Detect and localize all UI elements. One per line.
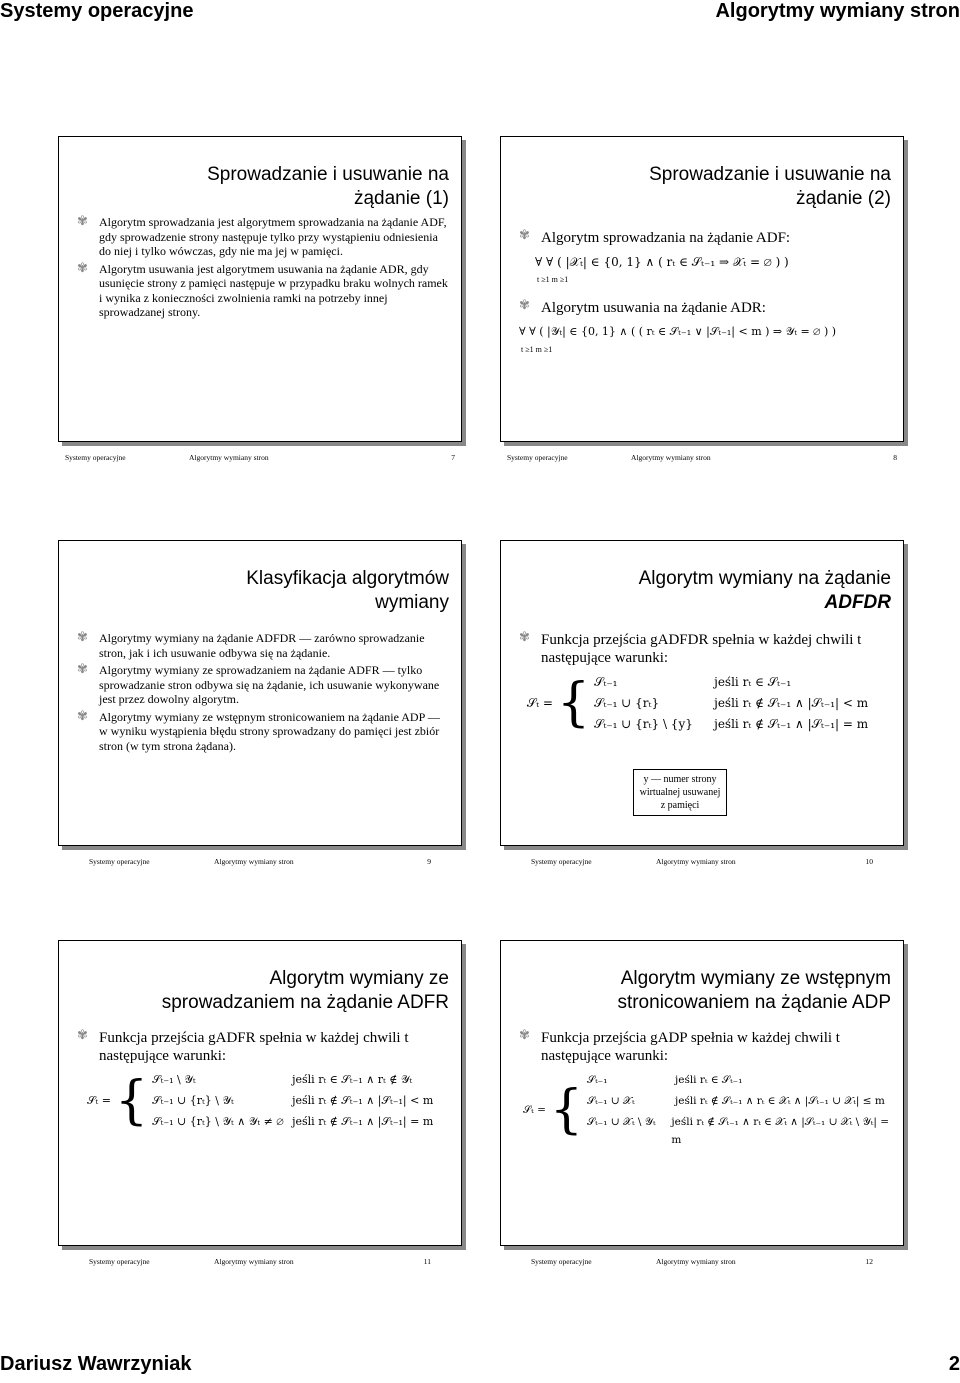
slide-title: [79, 163, 449, 211]
bullet-icon: ✾: [77, 630, 88, 645]
list-item: ✾ Algorytm sprowadzania jest algorytmem sprowadzania na żądanie ADF, gdy sprowadzenie strony następuje tylko przy wystąpieniu odniesienia do niej i tylko wówczas, gdy nie ma jej w pamięci.: [77, 214, 447, 258]
slide-title-line2: sprowadzaniem na żądanie ADFR: [161, 992, 449, 1013]
slide-title: [521, 967, 891, 1015]
slide-footer: Systemy operacyjne Algorytmy wymiany stron 11: [89, 1257, 431, 1266]
case-row: 𝒮ₜ₋₁ ∪ {rₜ} jeśli rₜ ∉ 𝒮ₜ₋₁ ∧ |𝒮ₜ₋₁| < m: [594, 696, 869, 710]
slide-9: [58, 540, 462, 866]
slide-body: [519, 229, 893, 359]
slide-12: [500, 940, 904, 1266]
slide-footer: Systemy operacyjne Algorytmy wymiany stron 10: [531, 857, 873, 866]
formula-adr-subscript: t ≥1 m ≥1: [521, 345, 553, 354]
slide-footer: Systemy operacyjne Algorytmy wymiany stron 12: [531, 1257, 873, 1266]
slide-title: [79, 967, 449, 1015]
list-item: ✾ Algorytm sprowadzania na żądanie ADF:: [519, 228, 791, 246]
page-number: 2: [948, 1353, 960, 1375]
bullet-icon: ✾: [519, 228, 530, 243]
page-footer-author: Dariusz Wawrzyniak: [0, 1353, 192, 1375]
slide-body: [519, 631, 893, 733]
slide-title-line2: żądanie (1): [353, 188, 449, 209]
bullet-icon: ✾: [519, 298, 530, 313]
list-item: ✾ Algorytm usuwania na żądanie ADR:: [519, 298, 766, 316]
slide-footer: Systemy operacyjne Algorytmy wymiany stron 9: [89, 857, 431, 866]
case-row: 𝒮ₜ₋₁ jeśli rₜ ∈ 𝒮ₜ₋₁: [586, 1074, 743, 1086]
page-header-left: Systemy operacyjne: [0, 0, 194, 22]
slide-body: [77, 1029, 451, 1131]
formula-adf: ∀ ∀ ( |𝒳ₜ| ∈ {0, 1} ∧ ( rₜ ∈ 𝒮ₜ₋₁ ⇒ 𝒳ₜ = ∅ ) ): [535, 255, 789, 269]
bullet-icon: ✾: [77, 1028, 88, 1043]
slide-title-line2: ADFDR: [824, 592, 891, 613]
case-row: 𝒮ₜ₋₁ \ 𝒴ₜ jeśli rₜ ∈ 𝒮ₜ₋₁ ∧ rₜ ∉ 𝒴ₜ: [152, 1073, 413, 1086]
page-header-right: Algorytmy wymiany stron: [715, 0, 960, 22]
bullet-icon: ✾: [519, 630, 530, 645]
slide-title: [521, 163, 891, 211]
bullet-icon: ✾: [77, 214, 88, 229]
slide-title: [521, 567, 891, 615]
callout-note: y — numer strony wirtualnej usuwanej z pamięci: [633, 769, 727, 816]
slide-footer: Systemy operacyjne Algorytmy wymiany stron 8: [507, 453, 897, 462]
bullet-icon: ✾: [77, 260, 88, 276]
slide-8: [500, 136, 904, 462]
slide-title-line2: stronicowaniem na żądanie ADP: [617, 992, 891, 1013]
bullet-icon: ✾: [77, 708, 88, 724]
slide-title-line1: Algorytm wymiany na żądanie: [638, 568, 891, 589]
case-row: 𝒮ₜ₋₁ ∪ 𝒳ₜ jeśli rₜ ∉ 𝒮ₜ₋₁ ∧ rₜ ∈ 𝒳ₜ ∧ |𝒮ₜ₋₁ ∪ 𝒳ₜ| ≤ m: [586, 1095, 885, 1107]
list-item: ✾ Algorytmy wymiany na żądanie ADFDR — zarówno sprowadzanie stron, jak i ich usuwanie odbywa się na żądanie.: [77, 630, 425, 660]
list-item: ✾ Funkcja przejścia gADP spełnia w każdej chwili t następujące warunki:: [519, 1028, 840, 1064]
slide-title-line1: Sprowadzanie i usuwanie na: [207, 164, 449, 185]
formula-adr: ∀ ∀ ( |𝒴ₜ| ∈ {0, 1} ∧ ( ( rₜ ∈ 𝒮ₜ₋₁ ∨ |𝒮ₜ₋₁| < m ) ⇒ 𝒴ₜ = ∅ ) ): [519, 325, 837, 338]
list-item: ✾ Algorytmy wymiany ze sprowadzaniem na żądanie ADFR — tylko sprowadzanie stron odbywa się na żądanie, ich usuwanie wykonywane jest przez dowolny algorytm.: [77, 662, 440, 706]
slide-10: [500, 540, 904, 866]
slide-11: [58, 940, 462, 1266]
slide-footer: Systemy operacyjne Algorytmy wymiany stron 7: [65, 453, 455, 462]
bullet-icon: ✾: [77, 662, 88, 677]
case-row: 𝒮ₜ₋₁ ∪ {rₜ} \ {y} jeśli rₜ ∉ 𝒮ₜ₋₁ ∧ |𝒮ₜ₋₁| = m: [594, 717, 869, 731]
slide-title-line1: Algorytm wymiany ze wstępnym: [620, 968, 891, 989]
slide-title-line2: wymiany: [375, 592, 449, 613]
list-item: ✾ Funkcja przejścia gADFR spełnia w każdej chwili t następujące warunki:: [77, 1028, 409, 1064]
piecewise-definition: 𝒮ₜ = { 𝒮ₜ₋₁ jeśli rₜ ∈ 𝒮ₜ₋₁ 𝒮ₜ₋₁ ∪ 𝒳ₜ jeśli rₜ ∉ 𝒮ₜ₋₁ ∧ rₜ ∈ 𝒳ₜ ∧ |𝒮ₜ₋₁ ∪ 𝒳ₜ| ≤ m 𝒮ₜ₋₁ ∪ 𝒳ₜ \ 𝒴ₜ jeśli rₜ ∉ 𝒮ₜ₋₁ ∧ rₜ ∈ 𝒳ₜ ∧ |𝒮ₜ₋₁ ∪ 𝒳ₜ \ 𝒴ₜ| = m: [519, 1071, 893, 1149]
slide-7: [58, 136, 462, 462]
formula-adf-subscript: t ≥1 m ≥1: [537, 275, 569, 284]
slide-title-line2: żądanie (2): [795, 188, 891, 209]
slide-body: [77, 215, 451, 323]
list-item: ✾ Funkcja przejścia gADFDR spełnia w każdej chwili t następujące warunki:: [519, 630, 862, 666]
slide-body: [77, 631, 451, 756]
case-row: 𝒮ₜ₋₁ ∪ {rₜ} \ 𝒴ₜ ∧ 𝒴ₜ ≠ ∅ jeśli rₜ ∉ 𝒮ₜ₋₁ ∧ |𝒮ₜ₋₁| = m: [152, 1115, 434, 1128]
slide-title-line1: Sprowadzanie i usuwanie na: [649, 164, 891, 185]
list-item: ✾ Algorytm usuwania jest algorytmem usuwania na żądanie ADR, gdy usunięcie strony z pamięci następuje w przypadku braku wolnych ramek i wynika z konieczności zwolnienia ramki na potrzeby innej sprowadzanej strony.: [77, 260, 448, 319]
case-row: 𝒮ₜ₋₁ jeśli rₜ ∈ 𝒮ₜ₋₁: [594, 675, 792, 689]
slide-title: [79, 567, 449, 615]
slide-title-line1: Klasyfikacja algorytmów: [246, 568, 449, 589]
case-row: 𝒮ₜ₋₁ ∪ 𝒳ₜ \ 𝒴ₜ jeśli rₜ ∉ 𝒮ₜ₋₁ ∧ rₜ ∈ 𝒳ₜ ∧ |𝒮ₜ₋₁ ∪ 𝒳ₜ \ 𝒴ₜ| = m: [586, 1116, 890, 1146]
bullet-icon: ✾: [519, 1028, 530, 1043]
slide-body: [519, 1029, 893, 1149]
list-item: ✾ Algorytmy wymiany ze wstępnym stronicowaniem na żądanie ADP — w wyniku wystąpienia błędu strony sprowadzany do pamięci jest zbiór stron (w tym strona żądana).: [77, 708, 440, 753]
piecewise-definition: 𝒮ₜ = { 𝒮ₜ₋₁ \ 𝒴ₜ jeśli rₜ ∈ 𝒮ₜ₋₁ ∧ rₜ ∉ 𝒴ₜ 𝒮ₜ₋₁ ∪ {rₜ} \ 𝒴ₜ jeśli rₜ ∉ 𝒮ₜ₋₁ ∧ |𝒮ₜ₋₁| < m 𝒮ₜ₋₁ ∪ {rₜ} \ 𝒴ₜ ∧ 𝒴ₜ ≠ ∅ jeśli rₜ ∉ 𝒮ₜ₋₁ ∧ |𝒮ₜ₋₁| = m: [87, 1071, 434, 1131]
case-row: 𝒮ₜ₋₁ ∪ {rₜ} \ 𝒴ₜ jeśli rₜ ∉ 𝒮ₜ₋₁ ∧ |𝒮ₜ₋₁| < m: [152, 1094, 434, 1107]
piecewise-definition: 𝒮ₜ = { 𝒮ₜ₋₁ jeśli rₜ ∈ 𝒮ₜ₋₁ 𝒮ₜ₋₁ ∪ {rₜ} jeśli rₜ ∉ 𝒮ₜ₋₁ ∧ |𝒮ₜ₋₁| < m 𝒮ₜ₋₁ ∪ {rₜ} \ {y} jeśli rₜ ∉ 𝒮ₜ₋₁ ∧ |𝒮ₜ₋₁| = m: [526, 673, 869, 733]
slide-title-line1: Algorytm wymiany ze: [269, 968, 449, 989]
